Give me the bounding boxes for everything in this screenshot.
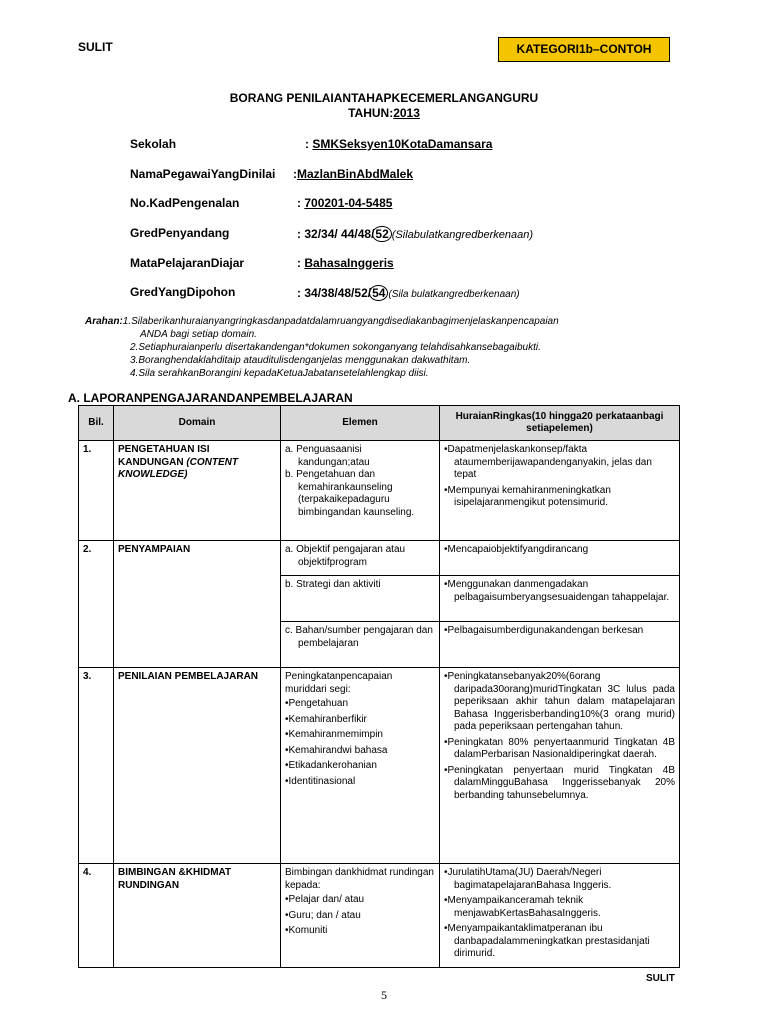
category-badge: KATEGORI1b–CONTOH (498, 37, 670, 62)
elemen-text: c. Bahan/sumber pengajaran dan pembelajaran (285, 625, 433, 649)
cell-huraian (440, 622, 680, 668)
elemen-list-item: •Komuniti (285, 925, 328, 936)
year-value: 2013 (393, 106, 420, 120)
huraian-item: •Pelbagaisumberdigunakandengan berkesan (444, 625, 644, 636)
field-separator: : (297, 256, 305, 270)
cell-domain: BIMBINGAN &KHIDMAT RUNDINGAN (114, 864, 281, 968)
instruction-line: 3.Boranghendaklahditaip atauditulisdenganjelas menggunakan dakwathitam. (130, 355, 471, 366)
huraian-item: •Dapatmenjelaskankonsep/fakta ataumemberijawapandenganyakin, jelas dan tepat (444, 444, 652, 480)
instruction-text: 1.Silaberikanhuraianyangringkasdanpadatdalamruangyangdisediakanbagimenjelaskanpencapaian (122, 316, 559, 327)
huraian-item: •Menyampaikantaklimatperanan ibu danbapadalammeningkatkan prestasidanjati dirimurid. (444, 923, 650, 959)
field-value-text: 34/38/48/52/ (304, 286, 372, 300)
sulit-footer-label: SULIT (646, 973, 675, 984)
field-ic-value (297, 196, 392, 210)
instruction-line: 4.Sila serahkanBorangini kepadaKetuaJabatansetelahlengkap diisi. (130, 368, 429, 379)
field-gred-penyandang-label: GredPenyandang (130, 226, 230, 240)
field-value-text: SMKSeksyen10KotaDamansara (312, 137, 493, 151)
field-separator: : (297, 227, 305, 241)
cell-huraian (440, 541, 680, 576)
cell-huraian (440, 576, 680, 622)
elemen-text: Bimbingan dankhidmat rundingan kepada: (285, 867, 434, 891)
field-value-text: 32/34/ 44/48/ (304, 227, 375, 241)
elemen-text: b. Pengetahuan dan (285, 469, 376, 480)
cell-bil: 3. (79, 668, 114, 864)
huraian-item: •Peningkatansebanyak20%(6orang daripada30orang)muridTingkatan 3C lulus pada peperiksaan akhir tahun dalam matapelajaran Bahasa Inggerisberbanding10%(3 orang murid) pada peperiksaan pertengahan tahun. (444, 671, 675, 732)
cell-huraian (440, 864, 680, 968)
elemen-list-item: •Pengetahuan (285, 698, 349, 709)
cell-domain: PENYAMPAIAN (114, 541, 281, 668)
field-hint: (Silabulatkangredberkenaan) (391, 229, 534, 241)
field-hint: (Sila bulatkangredberkenaan) (388, 289, 520, 300)
cell-bil: 2. (79, 541, 114, 668)
table-row (79, 441, 680, 541)
sulit-header-label: SULIT (78, 40, 113, 54)
field-value-text: MazlanBinAbdMalek (297, 167, 414, 181)
cell-huraian (440, 441, 680, 541)
field-value-text: 700201-04-5485 (304, 196, 393, 210)
cell-huraian (440, 668, 680, 864)
domain-text: PENGETAHUAN ISI KANDUNGAN (118, 444, 210, 468)
table-row (79, 668, 680, 864)
cell-elemen (281, 441, 440, 541)
elemen-text: Peningkatanpencapaian muriddari segi: (285, 671, 393, 695)
table-row (79, 541, 680, 576)
elemen-list-item: •Kemahiranmemimpin (285, 729, 383, 740)
cell-bil: 4. (79, 864, 114, 968)
field-gred-dipohon-label: GredYangDipohon (130, 285, 236, 299)
field-separator: : (297, 196, 305, 210)
header-huraian: HuraianRingkas(10 hingga20 perkataanbagi setiapelemen) (440, 406, 680, 441)
huraian-item: •Peningkatan penyertaan murid Tingkatan 4B dalamMingguBahasa Inggerissebanyak 20% berbanding tahunsebelumnya. (444, 764, 675, 801)
cell-domain (114, 441, 281, 541)
domain-italic-text: (CONTENT KNOWLEDGE) (118, 456, 239, 480)
huraian-item: •JurulatihUtama(JU) Daerah/Negeri bagimatapelajaranBahasa Inggeris. (444, 867, 612, 891)
instruction-text: ANDA bagi setiap domain. (140, 329, 257, 340)
section-title: A. LAPORANPENGAJARANDANPEMBELAJARAN (68, 391, 353, 405)
field-value-text: BahasaInggeris (304, 256, 394, 270)
header-elemen: Elemen (281, 406, 440, 441)
field-gred-dipohon-value (297, 285, 520, 301)
huraian-item: •Menggunakan danmengadakan pelbagaisumberyangsesuaidengan tahappelajar. (444, 579, 670, 603)
huraian-item: •Peningkatan 80% penyertaanmurid Tingkatan 4B dalamPerbarisan Nasionaldiperingkat daerah. (444, 736, 675, 760)
instruction-line (85, 315, 559, 328)
page-number: 5 (381, 988, 387, 1002)
elemen-list-item: •Pelajar dan/ atau (285, 894, 365, 905)
table-header-row (79, 406, 680, 441)
form-title (0, 91, 768, 121)
cell-elemen (281, 668, 440, 864)
cell-bil: 1. (79, 441, 114, 541)
instruction-line (85, 328, 559, 341)
instructions-label: Arahan: (85, 316, 123, 327)
instruction-line: 2.Setiaphuraianperlu disertakandengan*dokumen sokonganyang telahdisahkansebagaibukti. (130, 342, 541, 353)
elemen-text: a. Penguasaanisi (285, 444, 362, 455)
field-sekolah-label: Sekolah (130, 137, 177, 151)
field-nama-label: NamaPegawaiYangDinilai (130, 167, 276, 181)
cell-domain: PENILAIAN PEMBELAJARAN (114, 668, 281, 864)
field-nama-value (293, 167, 413, 181)
elemen-list-item: •Kemahiranberfikir (285, 713, 367, 725)
header-bil: Bil. (79, 406, 114, 441)
cell-elemen (281, 541, 440, 576)
instructions-block (85, 315, 559, 380)
elemen-list-item: •Identitinasional (285, 775, 356, 787)
form-title-line2 (0, 106, 768, 121)
elemen-list-item: •Guru; dan / atau (285, 909, 361, 921)
elemen-text: b. Strategi dan aktiviti (285, 579, 381, 590)
year-label: TAHUN: (348, 106, 394, 120)
field-gred-penyandang-value (297, 226, 533, 242)
elemen-list-item: •Etikadankerohanian (285, 760, 377, 771)
field-separator: : (305, 137, 313, 151)
elemen-list-item: •Kemahirandwi bahasa (285, 744, 388, 756)
huraian-item: •Mencapaiobjektifyangdirancang (444, 544, 589, 555)
table-row (79, 864, 680, 968)
cell-elemen (281, 576, 440, 622)
header-domain: Domain (114, 406, 281, 441)
field-separator: : (293, 167, 297, 181)
form-title-line1: BORANG PENILAIANTAHAPKECEMERLANGANGURU (229, 91, 539, 105)
field-separator: : (297, 286, 305, 300)
cell-elemen (281, 622, 440, 668)
field-ic-label: No.KadPengenalan (130, 196, 240, 210)
field-mata-pelajaran-value (297, 256, 394, 270)
circled-grade: 52 (372, 226, 391, 242)
evaluation-table (78, 405, 680, 968)
huraian-item: •Menyampaikanceramah teknik menjawabKertasBahasaInggeris. (444, 895, 601, 919)
elemen-text: kandungan;atau (298, 456, 370, 468)
field-mata-pelajaran-label: MataPelajaranDiajar (130, 256, 245, 270)
circled-grade: 54 (369, 285, 388, 301)
field-sekolah-value (305, 137, 492, 151)
huraian-item: •Mempunyai kemahiranmeningkatkan isipelajaranmengikut potensimurid. (444, 484, 611, 508)
cell-elemen (281, 864, 440, 968)
elemen-text: a. Objektif pengajaran atau objektifprogram (285, 544, 406, 568)
elemen-text: kemahirankaunseling (terpakaikepadaguru bimbingandan kaunseling. (298, 481, 415, 518)
